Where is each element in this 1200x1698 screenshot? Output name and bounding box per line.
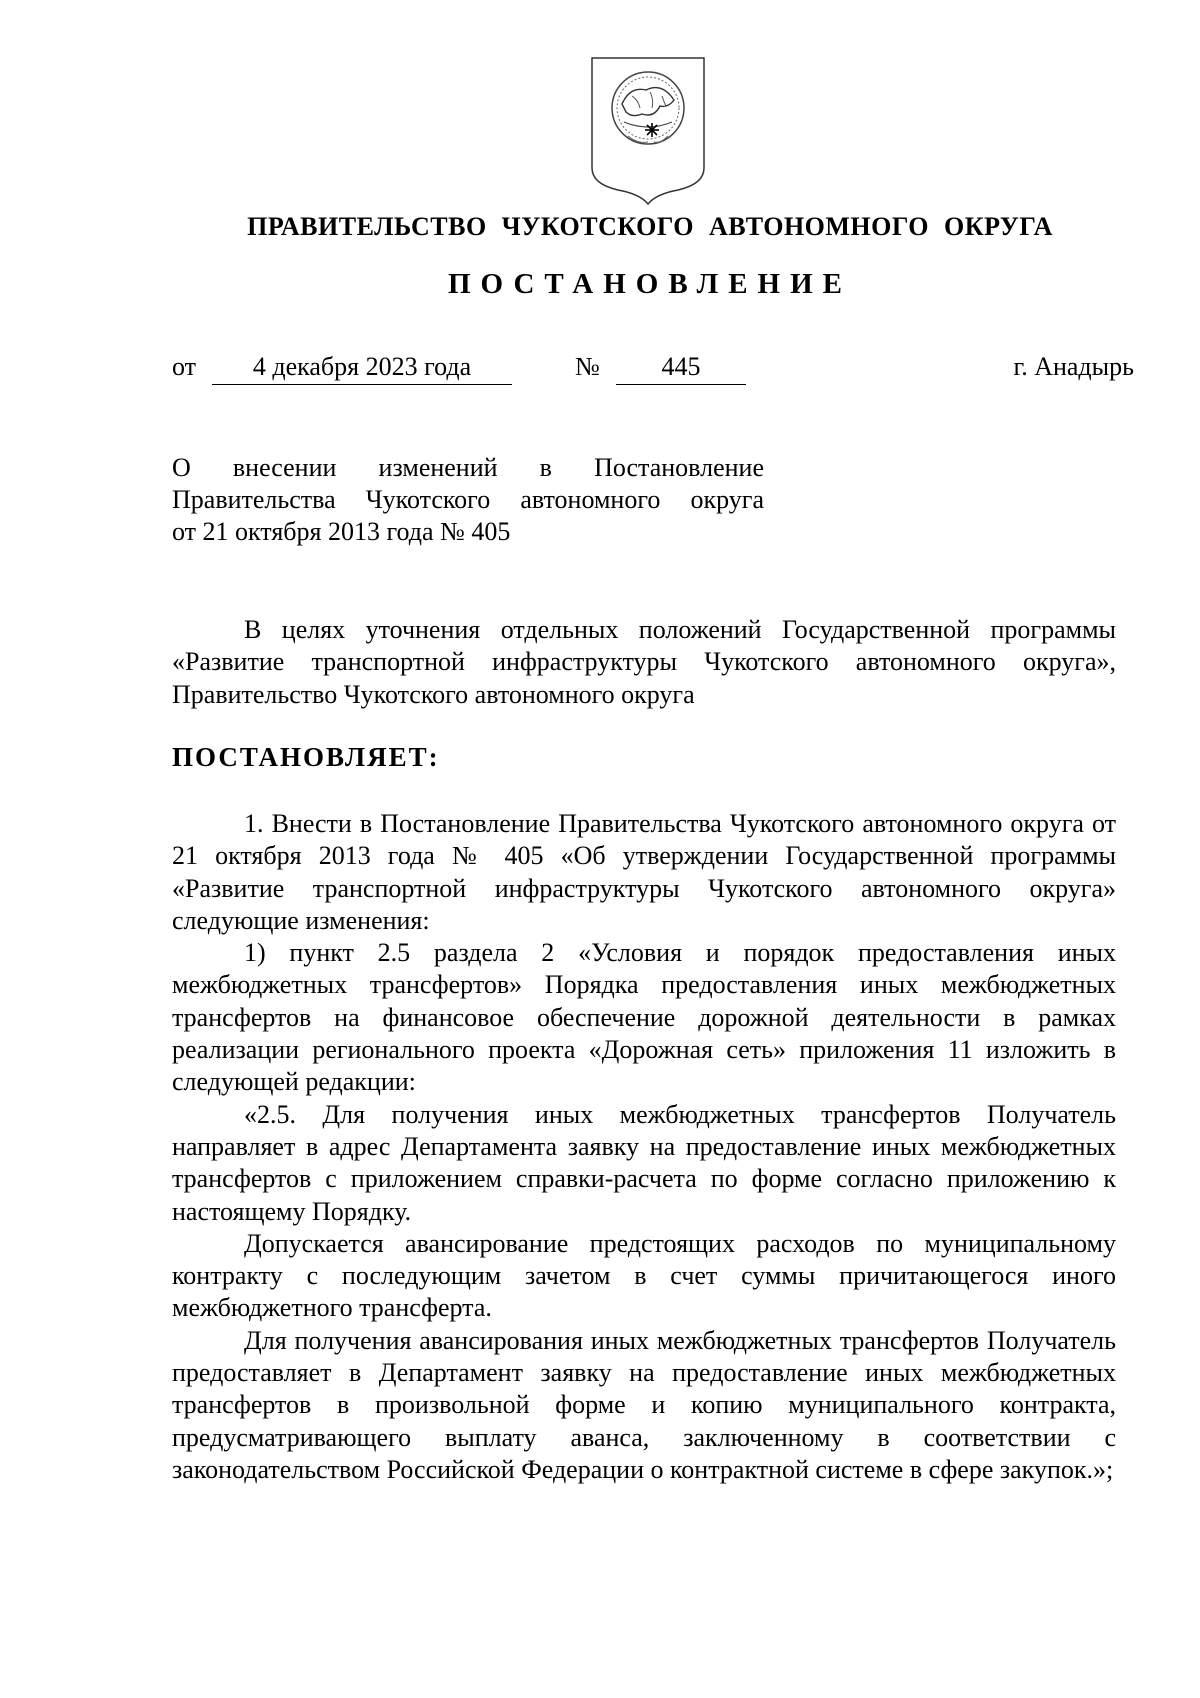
document-date: 4 декабря 2023 года [212, 352, 512, 385]
subject-line: от 21 октября 2013 года № 405 [172, 517, 511, 546]
body-paragraph: 1. Внести в Постановление Правительства Чукотского автономного округа от 21 октября 2013 года № 405 «Об утверждении Государственной программы «Развитие транспортной инфраструктуры Чукотского автономного округа» следующие изменения: [172, 809, 1116, 935]
body-paragraph: Для получения авансирования иных межбюджетных трансфертов Получатель предоставляет в Департамент заявку на предоставление иных межбюджетных трансфертов в произвольной форме и копию муниципального контракта, предусматривающего выплату аванса, заключенному в соответствии с законодательством Российской Федерации о контрактной системе в сфере закупок.»; [172, 1325, 1116, 1484]
decree-heading: ПОСТАНОВЛЯЕТ: [172, 742, 440, 772]
body-paragraph: Допускается авансирование предстоящих расходов по муниципальному контракту с последующим зачетом в счет суммы причитающегося иного межбюджетного трансферта. [172, 1228, 1116, 1323]
document-subject [172, 452, 764, 548]
document-body [172, 808, 1116, 1486]
subject-line: О внесении изменений в Постановление [172, 453, 764, 482]
document-meta-row [172, 352, 1134, 386]
chukotka-coat-of-arms-icon [588, 56, 708, 206]
document-number: 445 [616, 352, 746, 385]
organization-title: ПРАВИТЕЛЬСТВО ЧУКОТСКОГО АВТОНОМНОГО ОКРУГА [247, 212, 1053, 241]
preamble-block [172, 614, 1116, 711]
body-paragraph: «2.5. Для получения иных межбюджетных трансфертов Получатель направляет в адрес Департамента заявку на предоставление иных межбюджетных трансфертов с приложением справки-расчета по форме согласно приложению к настоящему Порядку. [172, 1099, 1116, 1226]
number-prefix-label: № [575, 352, 600, 381]
subject-line: Правительства Чукотского автономного округа [172, 485, 764, 514]
document-city: г. Анадырь [1013, 352, 1134, 381]
date-prefix-label: от [172, 352, 197, 381]
body-paragraph: 1) пункт 2.5 раздела 2 «Условия и порядок предоставления иных межбюджетных трансфертов» Порядка предоставления иных межбюджетных трансфертов на финансовое обеспечение дорожной деятельности в рамках реализации регионального проекта «Дорожная сеть» приложения 11 изложить в следующей редакции: [172, 938, 1116, 1097]
preamble-paragraph: В целях уточнения отдельных положений Государственной программы «Развитие транспортной инфраструктуры Чукотского автономного округа», Правительство Чукотского автономного округа [172, 615, 1116, 709]
document-type-title: ПОСТАНОВЛЕНИЕ [447, 268, 852, 300]
